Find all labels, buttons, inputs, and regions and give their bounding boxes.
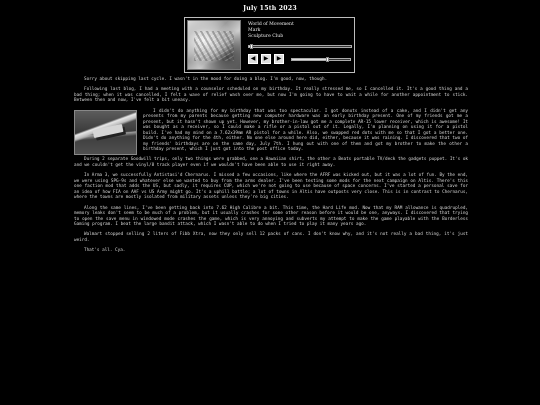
previous-button[interactable]: ◀	[248, 54, 258, 64]
track-album: Sculpture Club	[248, 34, 284, 39]
progress-slider[interactable]	[248, 45, 352, 48]
rifle-receiver-photo	[74, 110, 137, 155]
progress-knob[interactable]	[250, 44, 253, 49]
track-info	[248, 22, 294, 40]
paragraph-arma: In Arma 3, we successfully Antistasi'd Chernarus. I missed a few occasions, like where the AFRF was kicked out, but it was a lot of fun. By the end, we were using SPG-9s and whatever else we wanted to buy from the arms dealer. I've been testing some mods for the next campaign on Altis. There's this one faction mod that adds the US, but sadly, it requires CUP, which we're not going to use because of space concerns. I've started a personal save for an idea of how FIA on AAF vs US Army might go. It's a uphill battle; a lot of towns in Altis have outposts very close. This is in contrast to Chernarus, where the towns are mostly isolated from military assets unless they're big cities.	[74, 173, 468, 201]
volume-slider[interactable]	[291, 58, 351, 61]
paragraph-signoff: That's all. Cya.	[84, 248, 126, 254]
paragraph-birthday: I didn't do anything for my birthday that was too spectacular. I got donuts instead of a cake, and I didn't get any presents from my parents because getting new computer hardware was an early birthday present. One of my friends got me a present, but it hasn't shown up yet. However, my brother-in-law got me a complete AR-15 lower receiver, which is awesome! It was bought as a receiver, so I could make a rifle or a pistol out of it. Legally, I'm planning on using it for a pistol build. I've had my mind on a 7.62x39mm AR pistol for a while. Also, we swapped red dots with me so that I got a better one. Didn't do anything for the 4th, either. No one else around here did, either, because it was raining. I discovered that two of my friends' birthdays are on the same day, July 7th. I hung out with one of them and got my brother to make the other a birthday present, which I just got into the post office today.	[143, 108, 468, 152]
album-cover	[187, 20, 241, 70]
track-artist: Mark	[248, 28, 261, 33]
paragraph-high-calibre: Along the same lines, I've been getting back into 7.62 High Calibre a bit. This time, the Hard Life mod. Now that my RAM allowance is quadrupled, memory leaks don't seem to be much of a problem, but it usually crashes for some other reason before it would be one, anyways. I discovered that trying to open the save menu in windowed mode crashes the game, which is very annoying and subverts my attempt to make the game playable with the Borderless Gaming program. I beat the large bandit attack, which I wasn't able to do when I tried to play it many years ago.	[74, 205, 468, 227]
volume-knob[interactable]	[326, 57, 329, 62]
play-button[interactable]: ▶	[261, 54, 271, 64]
next-button[interactable]: ▶	[274, 54, 284, 64]
paragraph-counselor: Following last blog, I had a meeting with a counselor scheduled on my birthday. It really stressed me, so I cancelled it. It's a good thing and a bad thing; when it was cancelled, I felt a wave of relief wash over me, but now I'm going to have to wait a while for another appointment to stick. Between then and now, I've felt a bit uneasy.	[74, 87, 468, 104]
volume-fill	[292, 59, 327, 60]
paragraph-intro: Sorry about skipping last cycle. I wasn't in the mood for doing a blog. I'm good, now, though.	[84, 77, 328, 82]
music-player	[184, 17, 355, 73]
paragraph-goodwill: During 2 separate Goodwill trips, only two things were grabbed, one a Hawaiian shirt, the other a Beats portable TV/deck the gadgets puppet. It's ok and we couldn't get the vinyl/8 track player even if we wouldn't have been able to use it right away.	[74, 157, 468, 168]
track-title: World of Movement	[248, 22, 294, 27]
blog-post	[74, 77, 468, 259]
page-title: July 15th 2023	[243, 5, 297, 12]
paragraph-walmart: Walmart stopped selling 2 liters of Fibb Xtra, now they only sell 12 packs of cans. I don't know why, and it's not really a bad thing, it's just weird.	[74, 232, 468, 243]
